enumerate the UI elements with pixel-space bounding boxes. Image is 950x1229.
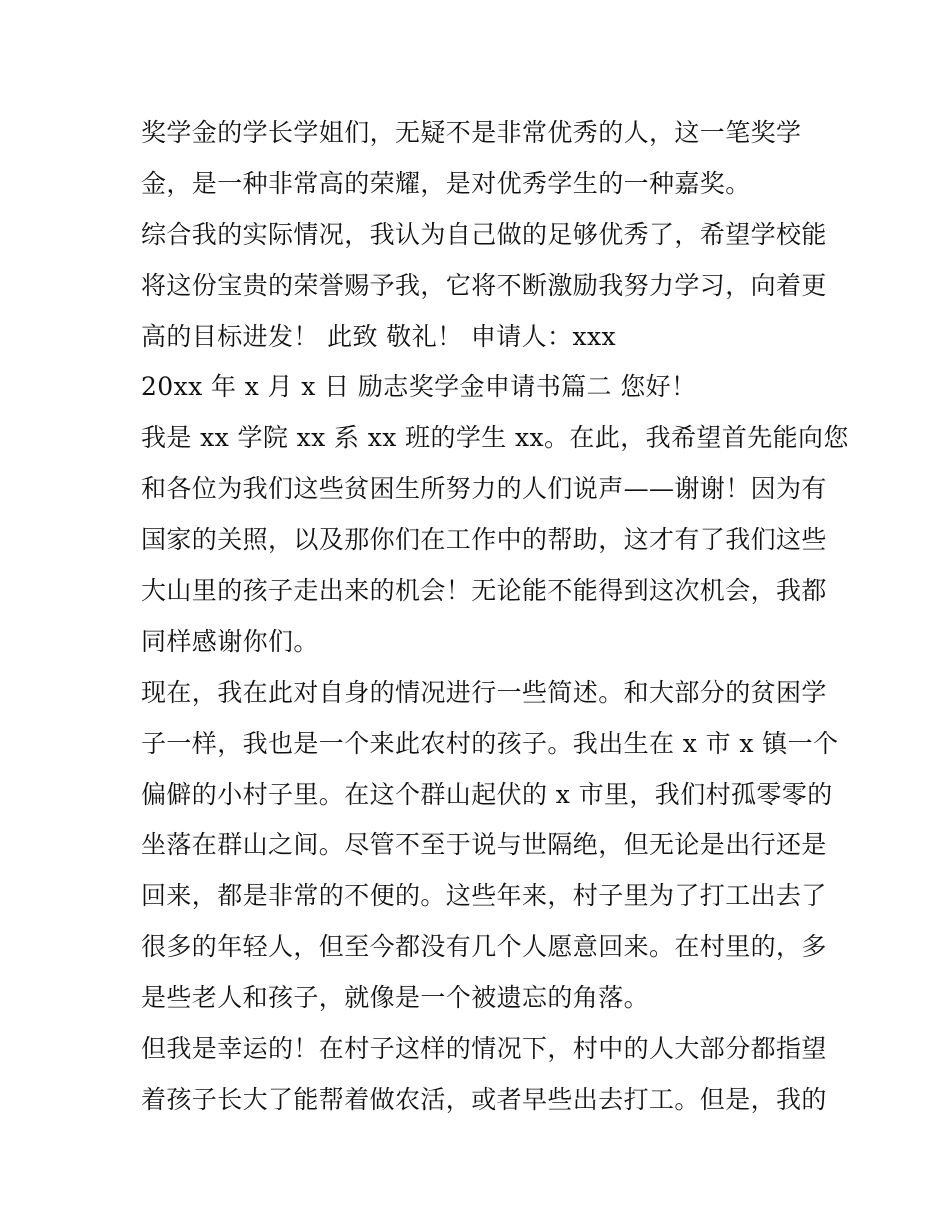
text-line: 着孩子长大了能帮着做农活，或者早些出去打工。但是，我的 <box>141 1084 827 1114</box>
text-line: 和各位为我们这些贫困生所努力的人们说声——谢谢！因为有 <box>141 474 827 504</box>
text-line: 我是 xx 学院 xx 系 xx 班的学生 xx。在此，我希望首先能向您 <box>141 423 849 453</box>
text-line: 但我是幸运的！在村子这样的情况下，村中的人大部分都指望 <box>141 1034 827 1064</box>
text-line: 将这份宝贵的荣誉赐予我，它将不断激励我努力学习，向着更 <box>141 270 827 300</box>
text-line: 国家的关照，以及那你们在工作中的帮助，这才有了我们这些 <box>141 525 827 555</box>
text-line: 是些老人和孩子，就像是一个被遗忘的角落。 <box>141 983 650 1013</box>
text-line: 综合我的实际情况，我认为自己做的足够优秀了，希望学校能 <box>141 219 827 249</box>
text-line: 20xx 年 x 月 x 日 励志奖学金申请书篇二 您好！ <box>141 372 697 402</box>
text-line: 高的目标进发！ 此致 敬礼！ 申请人：xxx <box>141 321 616 351</box>
text-line: 奖学金的学长学姐们，无疑不是非常优秀的人，这一笔奖学 <box>141 118 802 147</box>
document-body <box>141 108 849 1126</box>
text-line: 同样感谢你们。 <box>141 626 319 656</box>
text-line: 坐落在群山之间。尽管不至于说与世隔绝，但无论是出行还是 <box>141 830 827 860</box>
text-line: 子一样，我也是一个来此农村的孩子。我出生在 x 市 x 镇一个 <box>141 728 839 758</box>
text-line: 回来，都是非常的不便的。这些年来，村子里为了打工出去了 <box>141 881 827 911</box>
text-line: 金，是一种非常高的荣耀，是对优秀学生的一种嘉奖。 <box>141 168 751 198</box>
text-line: 大山里的孩子走出来的机会！无论能不能得到这次机会，我都 <box>141 576 827 606</box>
text-line: 很多的年轻人，但至今都没有几个人愿意回来。在村里的，多 <box>141 932 827 962</box>
text-line: 偏僻的小村子里。在这个群山起伏的 x 市里，我们村孤零零的 <box>141 779 833 809</box>
text-line: 现在，我在此对自身的情况进行一些简述。和大部分的贫困学 <box>141 677 827 707</box>
